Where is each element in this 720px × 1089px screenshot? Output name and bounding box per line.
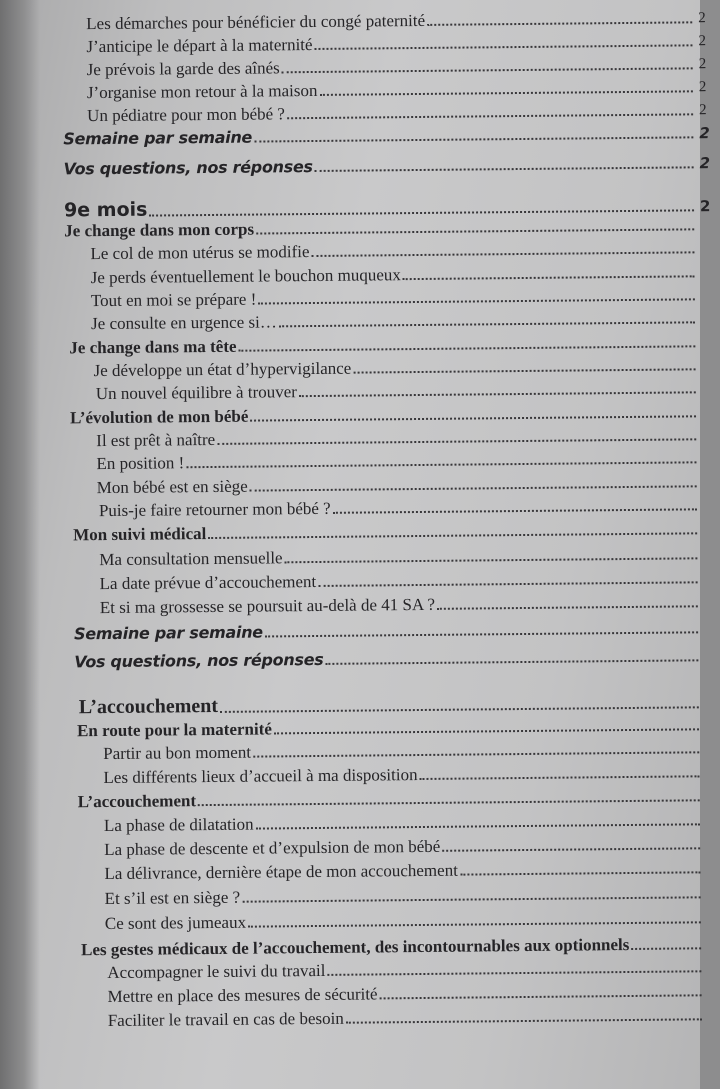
toc-entry xyxy=(105,884,719,907)
toc-entry xyxy=(97,473,715,496)
toc-entry-title: L’accouchement xyxy=(77,791,197,812)
toc-entry xyxy=(105,909,719,932)
dot-leader xyxy=(315,165,694,172)
toc-entry-title: L’évolution de mon bébé xyxy=(69,406,249,428)
toc-entry xyxy=(63,125,711,147)
toc-entry xyxy=(104,811,718,834)
toc-entry-title: Il est prêt à naître xyxy=(96,429,216,451)
toc-entry xyxy=(91,286,713,309)
dot-leader xyxy=(279,320,695,327)
toc-entry xyxy=(108,1006,720,1029)
dot-leader xyxy=(299,390,696,397)
toc-entry xyxy=(78,787,718,810)
toc-entry-title: Je perds éventuellement le bouchon muqueux xyxy=(90,265,401,288)
dot-leader xyxy=(460,870,701,875)
toc-entry xyxy=(99,496,715,519)
dot-leader xyxy=(186,460,696,468)
dot-leader xyxy=(256,822,700,829)
toc-entry-title: Je change dans ma tête xyxy=(69,336,237,358)
dot-leader xyxy=(254,135,693,142)
toc-entry-title: Les gestes médicaux de l’accouchement, des incontournables aux optionnels xyxy=(81,935,630,960)
dot-leader xyxy=(248,920,701,927)
toc-entry xyxy=(90,239,712,262)
toc-entry xyxy=(77,716,717,739)
dot-leader xyxy=(325,658,698,665)
toc-entry-title: Semaine par semaine xyxy=(63,127,253,149)
toc-entry xyxy=(93,356,713,379)
dot-leader xyxy=(256,227,694,234)
dot-leader xyxy=(253,750,699,757)
toc-entry-title: Mon suivi médical xyxy=(73,524,207,545)
dot-leader xyxy=(217,437,696,445)
toc-entry-title: Partir au bon moment xyxy=(103,742,252,764)
dot-leader xyxy=(631,946,701,950)
dot-leader xyxy=(353,367,695,373)
toc-entry xyxy=(64,155,712,177)
dot-leader xyxy=(403,274,695,280)
dot-leader xyxy=(250,414,696,421)
toc-entry xyxy=(74,648,716,670)
toc-page-number: 2 xyxy=(699,154,710,173)
dot-leader xyxy=(198,798,700,806)
toc-entry xyxy=(87,78,711,101)
dot-leader xyxy=(250,484,697,491)
toc-entry xyxy=(86,9,710,32)
toc-page-number: 2 xyxy=(699,124,710,143)
toc-page-number: 2 xyxy=(698,56,707,73)
toc-entry-title: J’organise mon retour à la maison xyxy=(86,80,318,103)
toc-entry-title: Un nouvel équilibre à trouver xyxy=(95,382,297,404)
toc-entry-title: Ma consultation mensuelle xyxy=(99,548,283,570)
toc-entry-title: Je développe un état d’hypervigilance xyxy=(93,358,352,381)
toc-entry xyxy=(86,32,710,55)
toc-page-number: 2 xyxy=(698,33,707,50)
toc-entry xyxy=(104,835,718,858)
toc-entry-title: La phase de descente et d’expulsion de mon bébé xyxy=(104,836,441,860)
toc-entry-title: Tout en moi se prépare ! xyxy=(90,289,257,311)
dot-leader xyxy=(239,344,696,351)
toc-entry-title: Semaine par semaine xyxy=(73,622,263,644)
toc-entry xyxy=(96,449,714,472)
dot-leader xyxy=(208,531,697,539)
dot-leader xyxy=(427,20,692,26)
toc-entry-title: En position ! xyxy=(96,453,185,474)
toc-entry-title: Et s’il est en siège ? xyxy=(104,887,241,909)
toc-page-number: 2 xyxy=(699,102,707,119)
toc-entry xyxy=(107,958,719,981)
toc-entry-title: L’accouchement xyxy=(78,694,219,719)
toc-entry xyxy=(99,545,715,568)
dot-leader xyxy=(258,297,695,304)
toc-entry-title: Un pédiatre pour mon bébé ? xyxy=(87,104,285,126)
toc-entry xyxy=(87,55,711,78)
toc-entry xyxy=(104,859,718,882)
toc-entry-title: Vos questions, nos réponses xyxy=(63,157,313,179)
toc-entry-title: La phase de dilatation xyxy=(103,814,254,836)
toc-entry-title: Vos questions, nos réponses xyxy=(74,649,324,672)
toc-entry xyxy=(70,403,714,426)
dot-leader xyxy=(285,556,698,563)
toc-entry xyxy=(91,309,713,332)
toc-entry xyxy=(64,216,712,239)
dot-leader xyxy=(242,895,701,902)
dot-leader xyxy=(437,604,698,610)
toc-entry-title: Accompagner le suivi du travail xyxy=(107,960,326,983)
toc-entry-title: Ce sont des jumeaux xyxy=(104,912,247,934)
dot-leader xyxy=(318,580,697,587)
dot-leader xyxy=(442,846,700,851)
toc-entry xyxy=(74,620,716,642)
dot-leader xyxy=(420,774,700,780)
toc-entry xyxy=(103,763,717,786)
toc-entry-title: Je prévois la garde des aînés xyxy=(86,58,280,80)
dot-leader xyxy=(287,112,693,119)
toc-entry-title: Faciliter le travail en cas de besoin xyxy=(107,1008,344,1031)
toc-entry-title: La délivrance, dernière étape de mon accouchement xyxy=(104,860,458,884)
toc-entry-title: En route pour la maternité xyxy=(76,719,272,741)
toc-entry xyxy=(69,333,713,356)
dot-leader xyxy=(380,993,702,999)
toc-entry-title: Je consulte en urgence si… xyxy=(91,312,277,334)
toc-entry xyxy=(107,982,719,1005)
toc-page-number: 2 xyxy=(698,79,707,96)
toc-entry xyxy=(87,101,711,124)
toc-entry-title: Les démarches pour bénéficier du congé paternité xyxy=(86,10,426,34)
toc-entry xyxy=(100,593,716,616)
dot-leader xyxy=(282,66,693,73)
toc-entry xyxy=(96,426,714,449)
toc-entry-title: J’anticipe le départ à la maternité xyxy=(86,35,313,57)
toc-entry xyxy=(81,935,719,958)
toc-entry-title: 9e mois xyxy=(63,198,148,222)
toc-entry xyxy=(91,263,713,286)
toc-page-number: 2 xyxy=(699,197,711,216)
dot-leader xyxy=(312,250,695,257)
dot-leader xyxy=(333,507,697,513)
dot-leader xyxy=(319,89,692,96)
toc-entry-title: Mettre en place des mesures de sécurité xyxy=(107,984,378,1007)
dot-leader xyxy=(315,43,693,50)
toc-entry-title: Le col de mon utérus se modifie xyxy=(90,242,310,264)
toc-entry-title: Les différents lieux d’accueil à ma disposition xyxy=(103,765,418,788)
toc-entry-title: Et si ma grossesse se poursuit au-delà de 41 SA ? xyxy=(99,594,436,618)
toc-entry xyxy=(103,739,717,762)
toc-entry xyxy=(96,379,714,402)
dot-leader xyxy=(274,727,699,734)
dot-leader xyxy=(149,208,694,216)
dot-leader xyxy=(265,630,698,637)
dot-leader xyxy=(220,705,699,713)
toc-entry-title: Puis-je faire retourner mon bébé ? xyxy=(98,498,331,521)
dot-leader xyxy=(346,1017,702,1023)
toc-entry-title: Mon bébé est en siège xyxy=(96,476,248,498)
toc-page-number: 2 xyxy=(698,10,706,27)
toc-entry xyxy=(100,569,716,592)
dot-leader xyxy=(327,969,701,976)
toc-entry xyxy=(73,520,715,543)
toc-entry-title: La date prévue d’accouchement xyxy=(99,571,317,594)
toc-entry-title: Je change dans mon corps xyxy=(64,219,255,241)
toc-entry xyxy=(79,691,717,717)
